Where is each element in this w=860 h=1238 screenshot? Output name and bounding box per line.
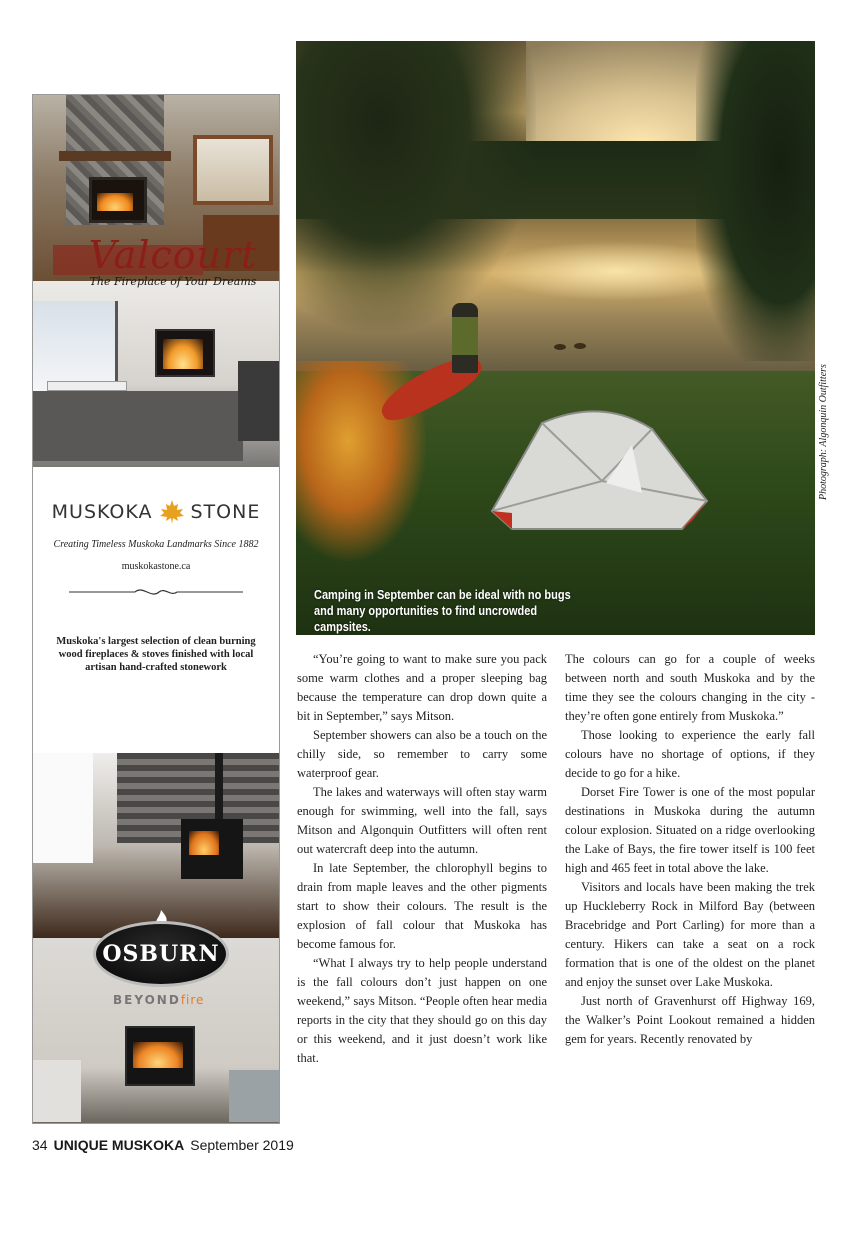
- muskoka-stone-url[interactable]: muskokastone.ca: [121, 561, 191, 572]
- mantel: [59, 151, 171, 161]
- maple-leaf-icon: [159, 499, 185, 525]
- osburn-logo: [93, 921, 229, 987]
- osburn-ad[interactable]: [33, 753, 279, 1123]
- paragraph: Dorset Fire Tower is one of the most popular destinations in Muskoka during the autumn colour explosion. Situated on a ridge overlooking the Lake of Bays, the fire tower itself is 100 feet high and 465 feet in total above the lake.: [565, 785, 815, 875]
- osburn-brand-name: OSBURN: [102, 941, 220, 967]
- pine-tree: [696, 41, 815, 361]
- muskoka-stone-description: Muskoka's largest selection of clean burning wood fireplaces & stoves finished with local artisan hand-crafted stonework: [56, 636, 256, 673]
- tent: [482, 401, 712, 531]
- paragraph: The lakes and waterways will often stay warm enough for swimming, well into the fall, says Mitson and Algonquin Outfitters will often rent out watercraft deep into the autumn.: [297, 785, 547, 856]
- slogan-fire: fire: [180, 993, 205, 1007]
- paragraph: Just north of Gravenhurst off Highway 169, the Walker’s Point Lookout remained a hidden gem for years. Recently renovated by: [565, 994, 815, 1046]
- stove-pipe: [215, 753, 223, 819]
- fire-flame: [97, 193, 133, 211]
- ducks-icon: [552, 341, 592, 351]
- paragraph: Those looking to experience the early fall colours have no shortage of options, if they decide to go for a hike.: [565, 728, 815, 780]
- sofa: [229, 1070, 279, 1122]
- page-number: 34: [32, 1137, 48, 1153]
- window: [33, 753, 93, 863]
- camper: [452, 303, 478, 373]
- advertisement-column: [32, 94, 280, 1124]
- brand-right: STONE: [190, 501, 261, 523]
- fire-flame: [189, 831, 219, 855]
- paragraph: “What I always try to help people understand is the fall colours don’t just happen on one weekend,” says Mitson. “People often hear media reports in the city that they should go on this day or this weekend, and it just doesn’t work like that.: [297, 956, 547, 1065]
- article-column-right: [565, 650, 815, 1049]
- rug: [33, 391, 243, 461]
- chair: [238, 361, 279, 441]
- window: [193, 135, 273, 205]
- photo-caption: Camping in September can be ideal with no bugs and many opportunities to find uncrowded campsites.: [314, 588, 571, 634]
- valcourt-ad[interactable]: [33, 95, 279, 467]
- issue-date: September 2019: [190, 1137, 294, 1153]
- page-footer: [32, 1137, 294, 1157]
- valcourt-brand-name: Valcourt: [88, 233, 258, 277]
- paragraph: Visitors and locals have been making the trek up Huckleberry Rock in Milford Bay (between Bracebridge and Port Carling) for more than a century. Hikers can take a seat on a rock formation that is one of the oldest on the planet and enjoy the sunset over Lake Muskoka.: [565, 880, 815, 989]
- publication-name: UNIQUE MUSKOKA: [53, 1137, 185, 1153]
- camping-photo: [296, 41, 815, 635]
- paragraph: In late September, the chlorophyll begins to drain from maple leaves and the other pigments start to show their colours. The result is the explosion of fall colour that Muskoka has become famous for.: [297, 861, 547, 951]
- paragraph: The colours can go for a couple of weeks between north and south Muskoka and by the time they see the colours changing in the city - they’re often gone entirely from Muskoka.”: [565, 652, 815, 723]
- slogan-beyond: BEYOND: [113, 993, 181, 1007]
- muskoka-stone-ad[interactable]: [33, 467, 279, 753]
- brand-left: MUSKOKA: [51, 501, 153, 523]
- sofa: [33, 1060, 81, 1122]
- fire-flame: [163, 339, 203, 369]
- muskoka-stone-tagline: Creating Timeless Muskoka Landmarks Since 1882: [53, 539, 259, 550]
- article-column-left: [297, 650, 547, 1068]
- paragraph: September showers can also be a touch on the chilly side, so remember to carry some waterproof gear.: [297, 728, 547, 780]
- muskoka-stone-logo: [33, 497, 279, 527]
- osburn-slogan: [113, 993, 253, 1007]
- fire-flame: [133, 1042, 183, 1068]
- valcourt-logo: [73, 235, 273, 311]
- window: [33, 301, 118, 391]
- paragraph: “You’re going to want to make sure you pack some warm clothes and a proper sleeping bag because the temperature can drop down quite a bit in September,” says Mitson.: [297, 652, 547, 723]
- overhanging-tree: [296, 41, 536, 331]
- valcourt-tagline: The Fireplace of Your Dreams: [89, 275, 257, 288]
- photo-credit: Photograph: Algonquin Outfitters: [818, 364, 829, 500]
- ornamental-divider: [69, 585, 243, 599]
- coffee-table: [47, 381, 127, 391]
